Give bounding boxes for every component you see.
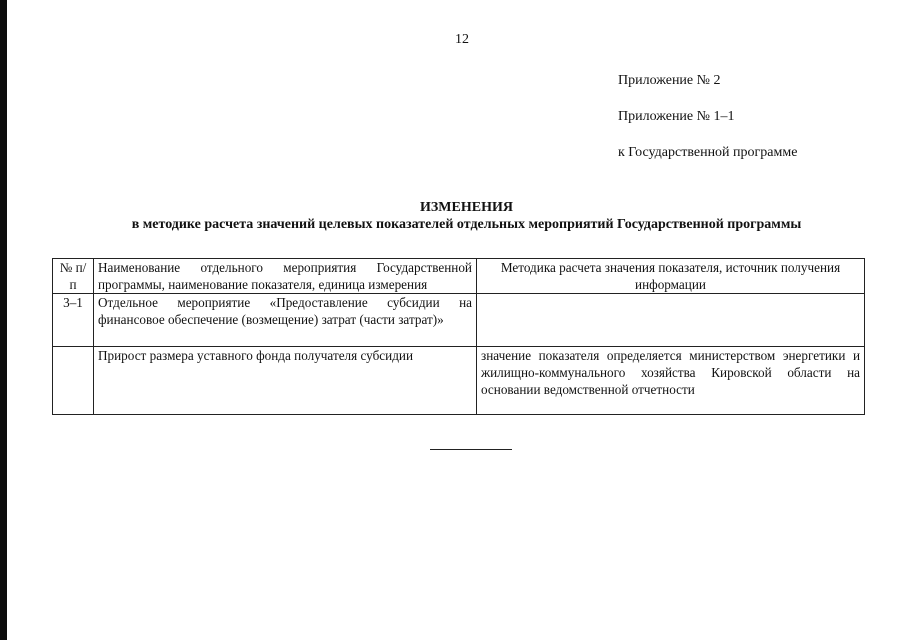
appendix-line-2: Приложение № 1–1 — [618, 109, 735, 124]
scan-left-border — [0, 0, 7, 640]
document-title: ИЗМЕНЕНИЯ — [420, 200, 513, 215]
row-number: 3–1 — [53, 294, 94, 347]
row-activity-name: Отдельное мероприятие «Предоставление субсидии на финансовое обеспечение (возмещение) затрат (части затрат)» — [94, 294, 477, 347]
row-number — [53, 347, 94, 415]
row-indicator-name: Прирост размера уставного фонда получателя субсидии — [94, 347, 477, 415]
table-header-row — [53, 259, 865, 294]
row-method — [477, 294, 865, 347]
appendix-line-3: к Государственной программе — [618, 145, 798, 160]
appendix-line-1: Приложение № 2 — [618, 73, 721, 88]
header-method: Методика расчета значения показателя, источник получения информации — [477, 259, 865, 294]
changes-table — [52, 258, 865, 415]
row-method: значение показателя определяется министерством энергетики и жилищно-коммунального хозяйства Кировской области на основании ведомственной отчетности — [477, 347, 865, 415]
table-row — [53, 347, 865, 415]
page-number: 12 — [455, 32, 469, 47]
header-number: № п/п — [53, 259, 94, 294]
table-row — [53, 294, 865, 347]
end-rule — [430, 449, 512, 450]
document-subtitle: в методике расчета значений целевых показателей отдельных мероприятий Государственной программы — [131, 217, 802, 232]
header-name: Наименование отдельного мероприятия Государственной программы, наименование показателя, единица измерения — [94, 259, 477, 294]
